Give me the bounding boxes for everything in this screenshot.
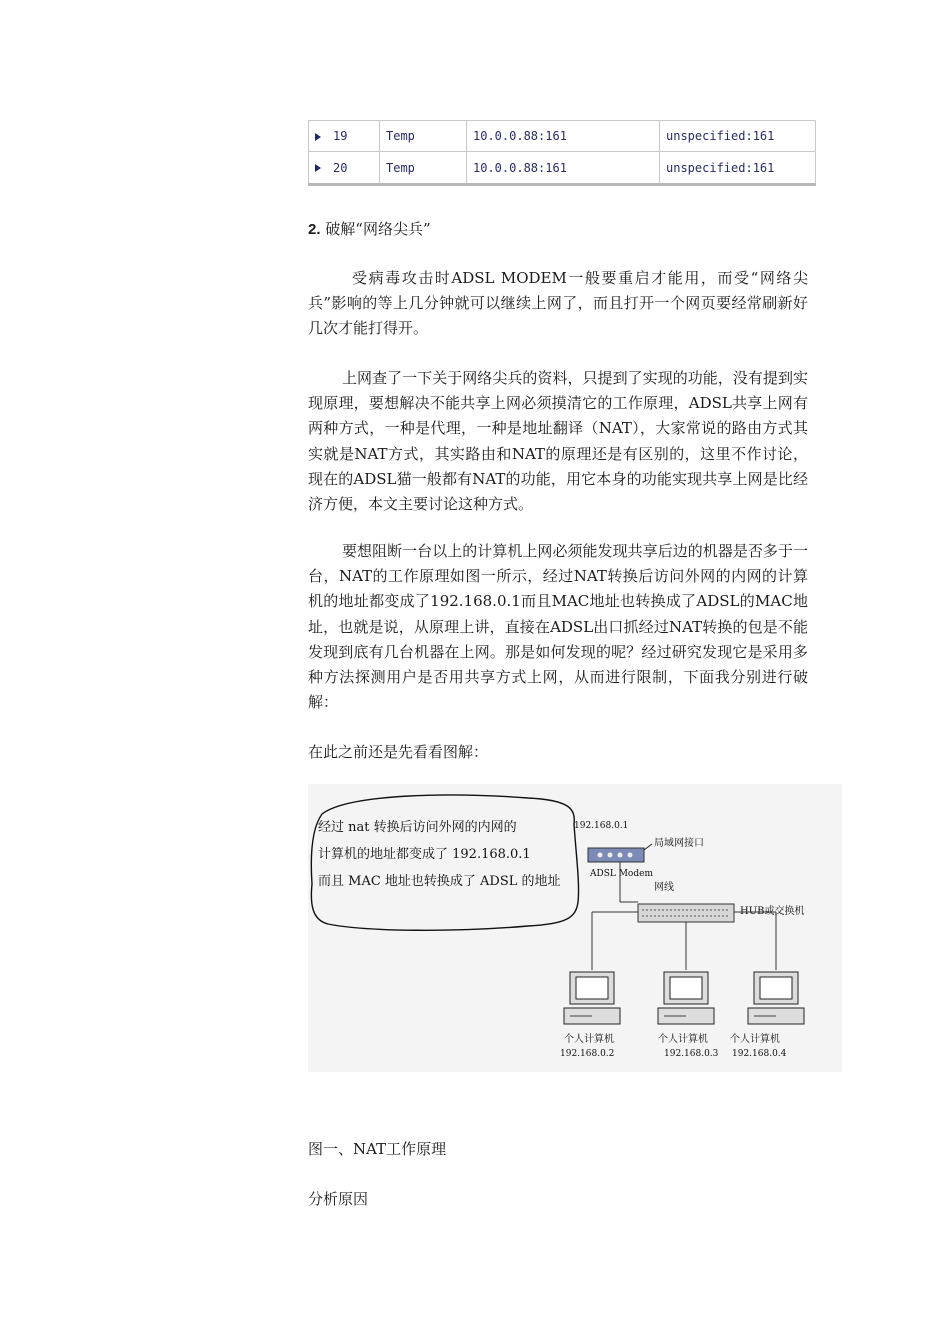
cable-label: 网线 (654, 882, 674, 893)
nat-diagram (308, 784, 842, 1072)
row-id-cell: 20 (309, 152, 380, 185)
pc-ip: 192.168.0.3 (664, 1049, 719, 1059)
figure-caption: 图一、NAT工作原理 (308, 1140, 447, 1158)
play-arrow-icon (315, 133, 321, 141)
row-type-cell: Temp (380, 152, 467, 185)
switch-label: HUB或交换机 (740, 906, 805, 917)
lan-port-label: 局域网接口 (654, 838, 704, 849)
paragraph: 要想阻断一台以上的计算机上网必须能发现共享后边的机器是否多于一台，NAT的工作原理如图一所示，经过NAT转换后访问外网的内网的计算机的地址都变成了192.168.0.1而且MAC地址也转换成了ADSL的MAC地址，也就是说，从原理上讲，直接在ADSL出口抓经过NAT转换的包是不能发现到底有几台机器在上网。那是如何发现的呢？经过研究发现它是采用多种方法探测用户是否用共享方式上网，从而进行限制，下面我分别进行破解： (308, 542, 808, 712)
pc-icon (564, 972, 620, 1024)
play-arrow-icon (315, 164, 321, 172)
modem-ip-label: 192.168.0.1 (574, 821, 629, 831)
pc-icon (658, 972, 714, 1024)
paragraph: 在此之前还是先看看图解： (308, 743, 489, 761)
paragraph: 受病毒攻击时ADSL MODEM一般要重启才能用，而受“网络尖兵”影响的等上几分钟就可以继续上网了，而且打开一个网页要经常刷新好几次才能打得开。 (308, 269, 808, 338)
modem-label: ADSL Modem (590, 869, 653, 879)
row-local-cell: 10.0.0.88:161 (467, 152, 660, 185)
row-type-cell: Temp (380, 121, 467, 152)
table-row (309, 121, 816, 152)
pc-ip: 192.168.0.4 (732, 1049, 787, 1059)
pc-label: 个人计算机 (564, 1034, 614, 1045)
pc-icon (748, 972, 804, 1024)
bubble-line: 而且 MAC 地址也转换成了 ADSL 的地址 (318, 874, 561, 889)
pc-ip: 192.168.0.2 (560, 1049, 615, 1059)
row-local-cell: 10.0.0.88:161 (467, 121, 660, 152)
pc-label: 个人计算机 (658, 1034, 708, 1045)
section-heading (308, 218, 431, 239)
pc-label: 个人计算机 (730, 1034, 780, 1045)
modem-icon (588, 848, 644, 862)
bubble-line: 经过 nat 转换后访问外网的内网的 (318, 820, 517, 835)
paragraph: 上网查了一下关于网络尖兵的资料，只提到了实现的功能，没有提到实现原理，要想解决不能共享上网必须摸清它的工作原理，ADSL共享上网有两种方式，一种是代理，一种是地址翻译（NAT），大家常说的路由方式其实就是NAT方式，其实路由和NAT的原理还是有区别的，这里不作讨论，现在的ADSL猫一般都有NAT的功能，用它本身的功能实现共享上网是比经济方便，本文主要讨论这种方式。 (308, 369, 808, 514)
table-row (309, 152, 816, 185)
section-title: 破解“网络尖兵” (325, 220, 431, 238)
subheading: 分析原因 (308, 1190, 369, 1208)
row-remote-cell: unspecified:161 (660, 121, 816, 152)
bubble-line: 计算机的地址都变成了 192.168.0.1 (318, 847, 531, 862)
row-remote-cell: unspecified:161 (660, 152, 816, 185)
switch-icon (638, 904, 734, 922)
connection-table (308, 120, 816, 186)
section-number: 2. (308, 221, 321, 238)
row-id-cell: 19 (309, 121, 380, 152)
